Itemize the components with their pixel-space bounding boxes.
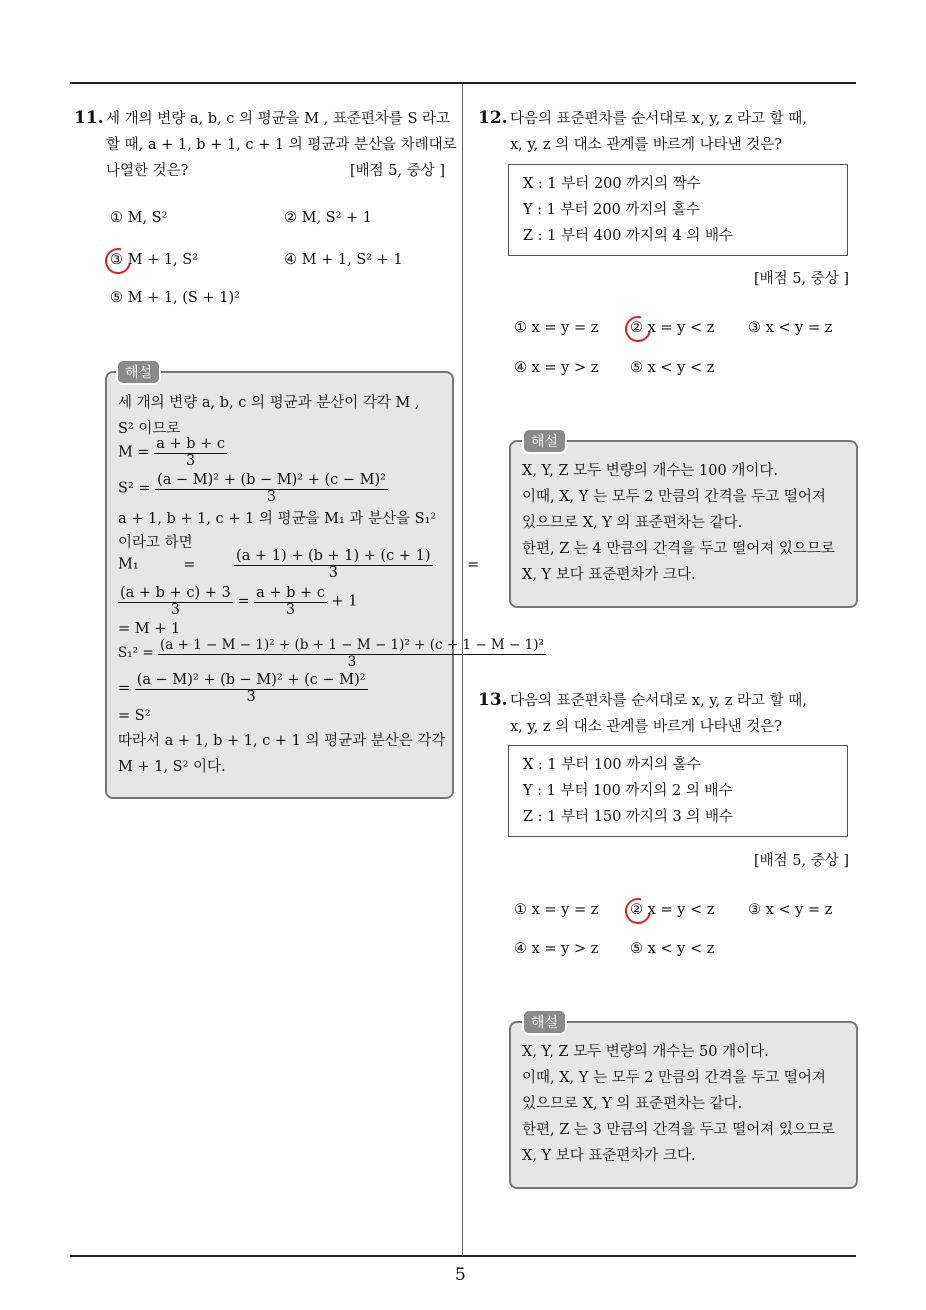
q13-condition-z: Z : 1 부터 150 까지의 3 의 배수	[523, 809, 734, 825]
q11-answer-mark	[100, 243, 136, 279]
q11-sol-l3	[118, 436, 227, 469]
q11-sol-l14: M + 1, S² 이다.	[118, 759, 226, 775]
q12-condition-box	[508, 164, 848, 256]
top-rule	[70, 82, 856, 84]
page-number: 5	[455, 1265, 466, 1285]
q11-sol-l13: 따라서 a + 1, b + 1, c + 1 의 평균과 분산은 각각	[118, 733, 446, 749]
q11-choice-5[interactable]: ⑤ M + 1, (S + 1)²	[110, 290, 240, 306]
q11-sol-l12: = S²	[118, 708, 151, 724]
q12-condition-y: Y : 1 부터 200 까지의 홀수	[523, 202, 701, 218]
q11-sol-l8-frac1: $\frac{(a + b + c) + 3}{3}$	[120, 585, 231, 618]
q11-sol-l1: 세 개의 변량 a, b, c 의 평균과 분산이 각각 M ,	[118, 395, 420, 411]
q11-sol-l8	[118, 585, 357, 618]
q11-sol-l8-eq: =	[237, 593, 250, 610]
q11-sol-l7-frac: $\frac{(a + 1) + (b + 1) + (c + 1)}{3}$	[236, 548, 431, 581]
q12-score: [배점 5, 중상 ]	[754, 271, 850, 287]
q13-sol-l3: 있으므로 X, Y 의 표준편차는 같다.	[522, 1096, 743, 1112]
q11-sol-l11	[118, 672, 368, 705]
q11-score: [배점 5, 중상 ]	[350, 163, 446, 179]
q12-stem-line2: x, y, z 의 대소 관계를 바르게 나타낸 것은?	[510, 137, 783, 153]
q12-sol-l5: X, Y 보다 표준편차가 크다.	[522, 567, 696, 583]
q13-sol-l1: X, Y, Z 모두 변량의 개수는 50 개이다.	[522, 1044, 769, 1060]
q12-answer-mark	[620, 311, 656, 347]
q12-condition-z: Z : 1 부터 400 까지의 4 의 배수	[523, 228, 734, 244]
bottom-rule	[70, 1255, 856, 1257]
q13-choice-2[interactable]: ② x = y < z	[630, 902, 715, 918]
q13-condition-y: Y : 1 부터 100 까지의 2 의 배수	[523, 783, 733, 799]
q11-sol-l7-eq: =	[183, 556, 196, 573]
q11-solution-tag: 해설	[116, 359, 161, 385]
q13-solution-tag: 해설	[522, 1009, 567, 1035]
q12-number: 12.	[478, 108, 508, 128]
q13-sol-l4: 한편, Z 는 3 만큼의 간격을 두고 떨어져 있으므로	[522, 1122, 835, 1138]
q11-number: 11.	[74, 108, 104, 128]
q12-sol-l3: 있으므로 X, Y 의 표준편차는 같다.	[522, 515, 743, 531]
q13-answer-mark	[620, 893, 656, 929]
q13-stem-line1: 다음의 표준편차를 순서대로 x, y, z 라고 할 때,	[510, 693, 807, 709]
q12-choice-3[interactable]: ③ x < y = z	[748, 320, 833, 336]
q11-choice-3[interactable]: ③ M + 1, S²	[110, 252, 199, 268]
q11-sol-l10-lhs: S₁² =	[118, 645, 154, 661]
q13-score: [배점 5, 중상 ]	[754, 853, 850, 869]
q12-sol-l2: 이때, X, Y 는 모두 2 만큼의 간격을 두고 떨어져	[522, 489, 826, 505]
q12-choice-4[interactable]: ④ x = y > z	[514, 360, 599, 376]
q11-sol-l4-frac: $\frac{\text{(a − M)² + (b − M)² + (c − M)²}}{3}$	[157, 472, 386, 505]
q11-sol-l5: a + 1, b + 1, c + 1 의 평균을 M₁ 과 분산을 S₁²	[118, 511, 437, 527]
q11-sol-l4	[118, 472, 388, 505]
q11-sol-l2: S² 이므로	[118, 421, 181, 437]
q13-condition-box	[508, 745, 848, 837]
q13-choice-5[interactable]: ⑤ x < y < z	[630, 941, 715, 957]
q11-sol-l9: = M + 1	[118, 621, 181, 637]
q13-sol-l2: 이때, X, Y 는 모두 2 만큼의 간격을 두고 떨어져	[522, 1070, 826, 1086]
q13-number: 13.	[478, 690, 508, 710]
q13-choice-1[interactable]: ① x = y = z	[514, 902, 599, 918]
q11-stem-line2: 할 때, a + 1, b + 1, c + 1 의 평균과 분산을 차례대로	[106, 137, 457, 153]
q11-choice-1[interactable]: ① M, S²	[110, 210, 168, 226]
q12-sol-l4: 한편, Z 는 4 만큼의 간격을 두고 떨어져 있으므로	[522, 541, 835, 557]
q12-choice-5[interactable]: ⑤ x < y < z	[630, 360, 715, 376]
q11-sol-l7-lhs: M₁	[118, 556, 139, 573]
q13-stem-line2: x, y, z 의 대소 관계를 바르게 나타낸 것은?	[510, 719, 783, 735]
q12-choice-1[interactable]: ① x = y = z	[514, 320, 599, 336]
q11-sol-l11-lhs: =	[118, 680, 131, 697]
q11-stem-line3: 나열한 것은?	[106, 163, 189, 179]
q11-choice-4[interactable]: ④ M + 1, S² + 1	[284, 252, 403, 268]
q11-choice-2[interactable]: ② M, S² + 1	[284, 210, 373, 226]
q13-sol-l5: X, Y 보다 표준편차가 크다.	[522, 1148, 696, 1164]
q13-choice-3[interactable]: ③ x < y = z	[748, 902, 833, 918]
q11-sol-l11-frac: $\frac{\text{(a − M)² + (b − M)² + (c − M)²}}{3}$	[136, 672, 366, 705]
q11-sol-l10	[118, 637, 546, 670]
q12-stem-line1: 다음의 표준편차를 순서대로 x, y, z 라고 할 때,	[510, 111, 807, 127]
column-divider	[462, 84, 463, 1256]
q11-sol-l3-lhs: M =	[118, 444, 150, 461]
q11-stem-line1: 세 개의 변량 a, b, c 의 평균을 M , 표준편차를 S 라고	[106, 111, 451, 127]
q13-condition-x: X : 1 부터 100 까지의 홀수	[523, 757, 701, 773]
q11-sol-l8-frac2: $\frac{a + b + c}{3}$	[256, 585, 325, 618]
q11-sol-l10-frac: $\frac{\text{(a + 1 − M − 1)² + (b + 1 − M − 1)² + (c + 1 − M − 1)²}}{3}$	[159, 637, 544, 670]
q11-sol-l7-eq2: =	[467, 556, 480, 573]
q12-condition-x: X : 1 부터 200 까지의 짝수	[523, 176, 701, 192]
q13-choice-4[interactable]: ④ x = y > z	[514, 941, 599, 957]
q12-choice-2[interactable]: ② x = y < z	[630, 320, 715, 336]
q11-sol-l6: 이라고 하면	[118, 535, 193, 551]
q12-solution-tag: 해설	[522, 428, 567, 454]
q11-sol-l8-tail: + 1	[331, 593, 358, 610]
q11-sol-l3-frac: $\frac{a + b + c}{3}$	[156, 436, 226, 469]
q11-sol-l7	[118, 548, 480, 581]
q12-sol-l1: X, Y, Z 모두 변량의 개수는 100 개이다.	[522, 463, 778, 479]
q11-sol-l4-lhs: S² =	[118, 480, 151, 497]
